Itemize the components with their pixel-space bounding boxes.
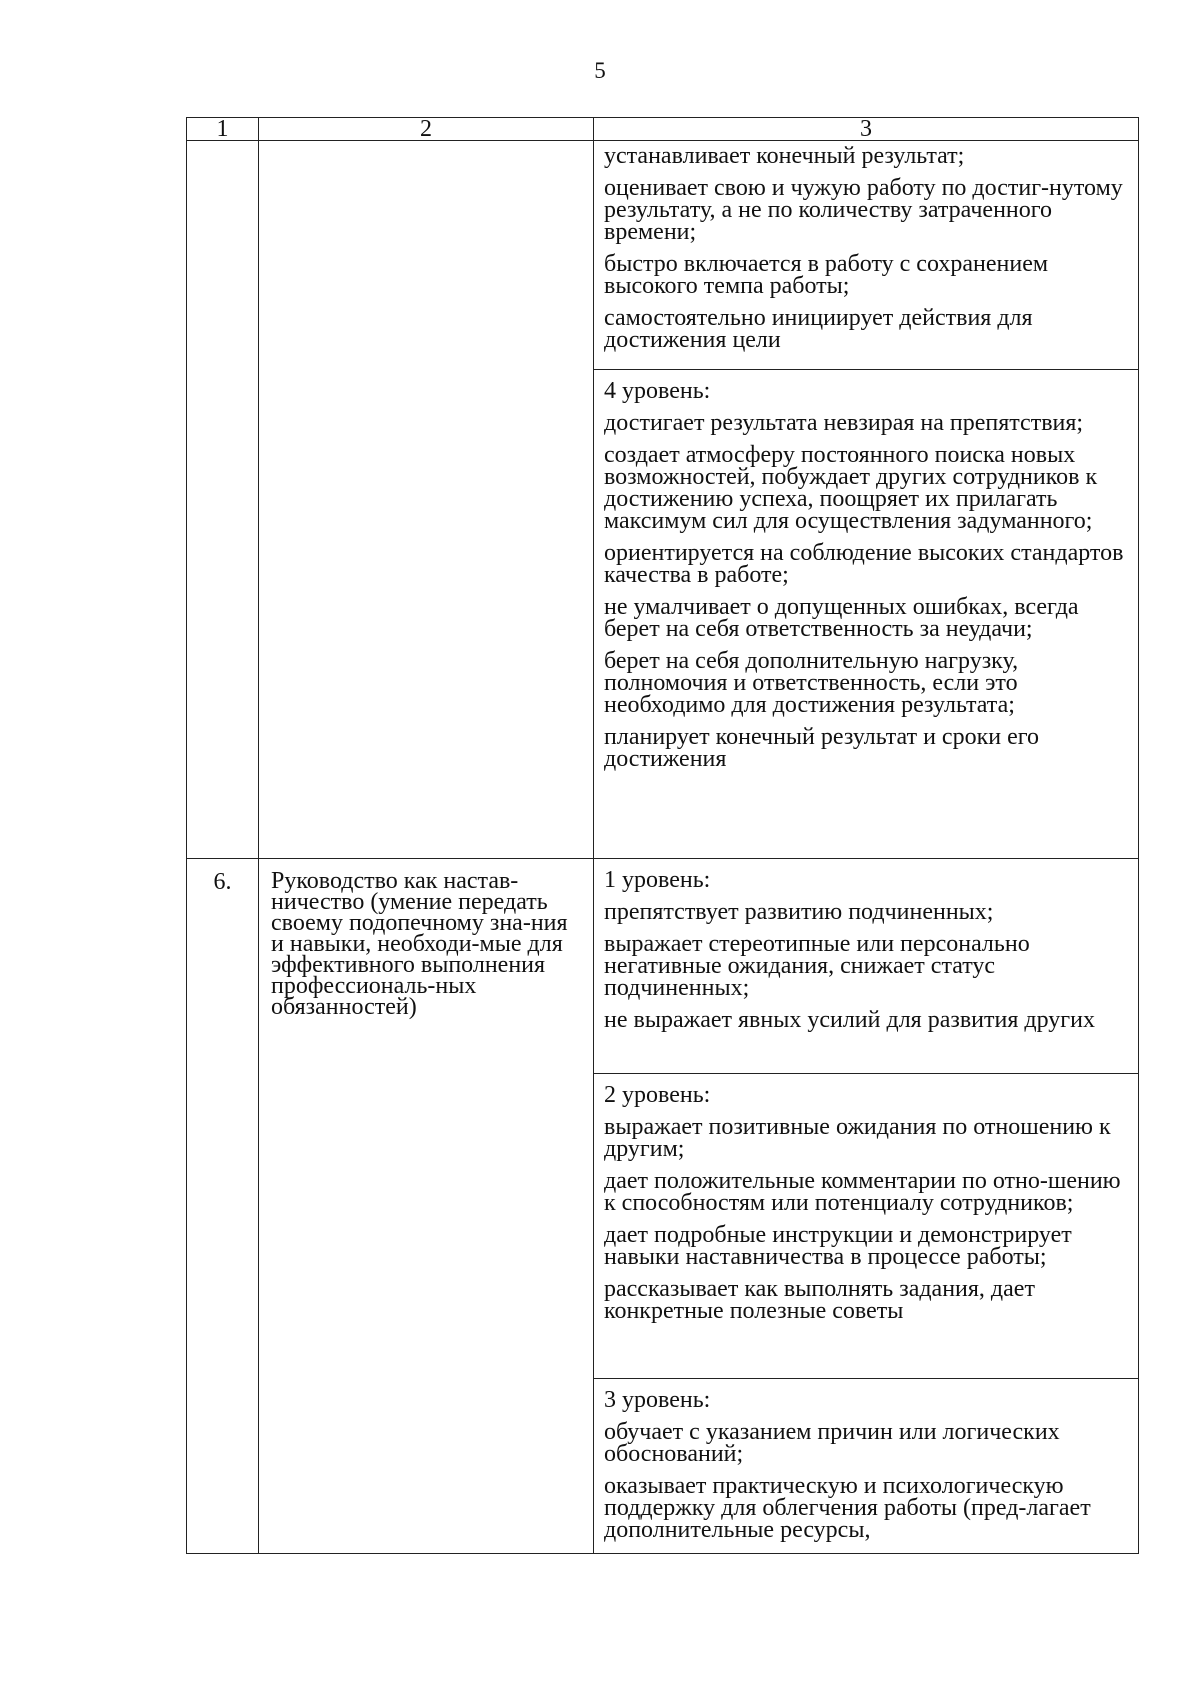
list-item: оказывает практическую и психологическую поддержку для облегчения работы (пред-лагает дополнительные ресурсы,	[604, 1473, 1091, 1543]
table-row	[187, 859, 1139, 1074]
list-item: выражает позитивные ожидания по отношению к другим;	[604, 1114, 1111, 1162]
list-item: быстро включается в работу с сохранением высокого темпа работы;	[604, 251, 1049, 299]
competency-number: 6.	[187, 859, 259, 1554]
competency-name: Руководство как настав-ничество (умение передать своему подопечному зна-ния и навыки, необходи-мые для эффективного выполнения профессиональ-ных обязанностей)	[259, 859, 594, 1554]
level-title: 2 уровень:	[604, 1082, 711, 1108]
list-item: планирует конечный результат и сроки его достижения	[604, 724, 1039, 772]
level-title: 3 уровень:	[604, 1387, 711, 1413]
list-item: не умалчивает о допущенных ошибках, всегда берет на себя ответственность за неудачи;	[604, 594, 1079, 642]
number-cell-empty	[187, 141, 259, 859]
header-cell-3: 3	[594, 118, 1139, 141]
level-title: 4 уровень:	[604, 378, 711, 404]
list-item: берет на себя дополнительную нагрузку, полномочия и ответственность, если это необходимо для достижения результата;	[604, 648, 1019, 718]
level-continuation-cell	[594, 141, 1139, 370]
list-item: дает положительные комментарии по отно-шению к способностям или потенциалу сотрудников;	[604, 1168, 1121, 1216]
level-2-cell	[594, 1074, 1139, 1379]
competency-cell-empty	[259, 141, 594, 859]
list-item: оценивает свою и чужую работу по достиг-нутому результату, а не по количеству затраченного времени;	[604, 175, 1123, 245]
list-item: ориентируется на соблюдение высоких стандартов качества в работе;	[604, 540, 1124, 588]
level-3-cell	[594, 1379, 1139, 1554]
level-title: 1 уровень:	[604, 867, 711, 893]
list-item: препятствует развитию подчиненных;	[604, 899, 994, 925]
list-item: обучает с указанием причин или логических обоснований;	[604, 1419, 1060, 1467]
list-item: выражает стереотипные или персонально негативные ожидания, снижает статус подчиненных;	[604, 931, 1030, 1001]
header-cell-2: 2	[259, 118, 594, 141]
list-item: устанавливает конечный результат;	[604, 143, 965, 169]
list-item: дает подробные инструкции и демонстрирует навыки наставничества в процессе работы;	[604, 1222, 1072, 1270]
table-header-row	[187, 118, 1139, 141]
list-item: создает атмосферу постоянного поиска новых возможностей, побуждает других сотрудников к достижению успеха, поощряет их прилагать максимум сил для осуществления задуманного;	[604, 442, 1098, 534]
page-number: 5	[594, 58, 606, 83]
list-item: не выражает явных усилий для развития других	[604, 1007, 1095, 1033]
list-item: достигает результата невзирая на препятствия;	[604, 410, 1084, 436]
list-item: рассказывает как выполнять задания, дает конкретные полезные советы	[604, 1276, 1035, 1324]
list-item: самостоятельно инициирует действия для достижения цели	[604, 305, 1033, 353]
competency-table	[186, 117, 1139, 1554]
level-1-cell	[594, 859, 1139, 1074]
level-4-cell	[594, 370, 1139, 859]
header-cell-1: 1	[187, 118, 259, 141]
table-row	[187, 141, 1139, 370]
